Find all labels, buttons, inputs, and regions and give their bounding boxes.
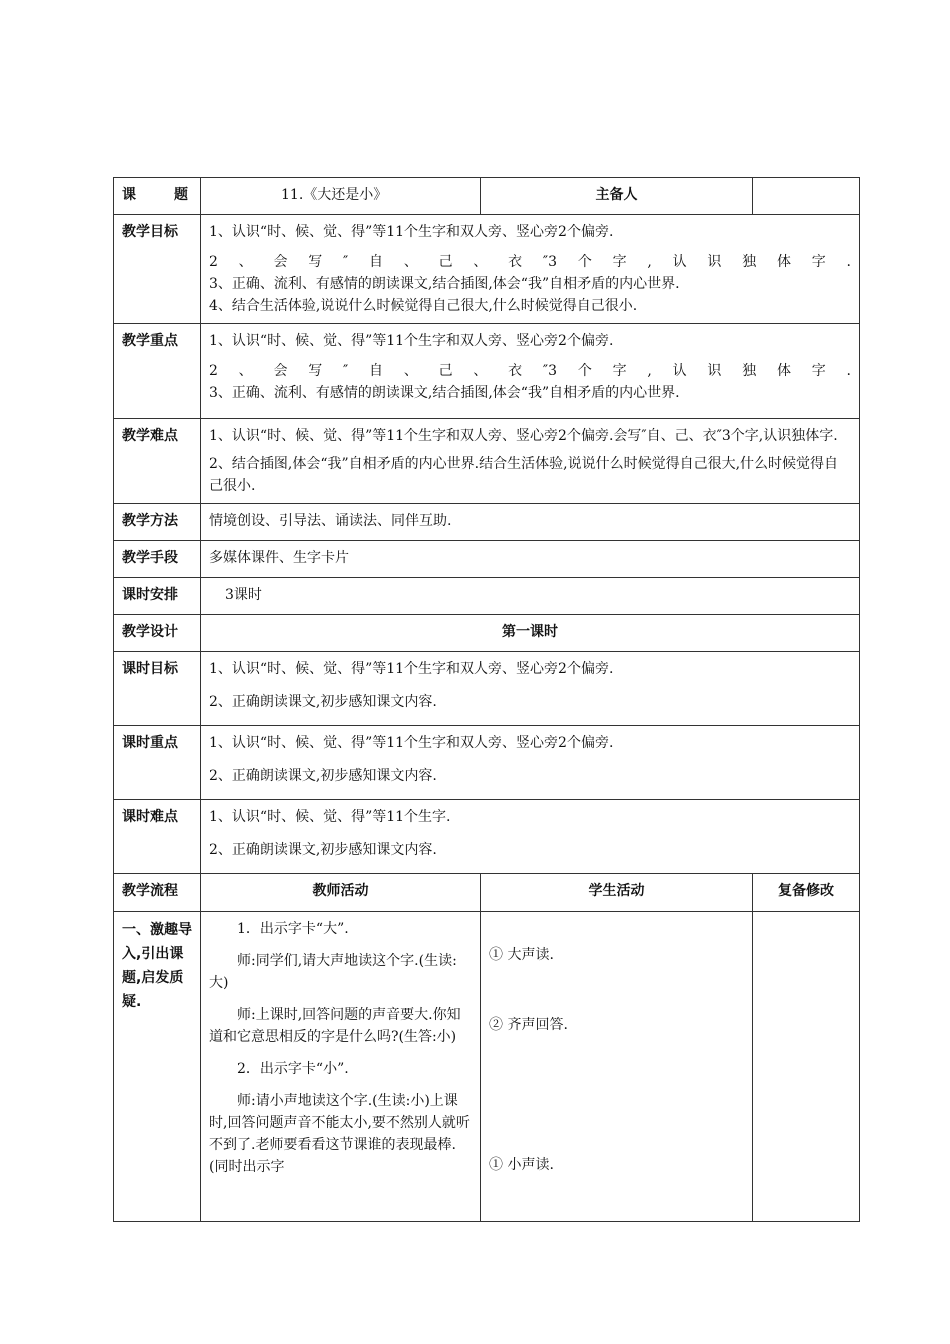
key-points-line-3: 3、正确、流利、有感情的朗读课文,结合插图,体会“我”自相矛盾的内心世界. [209, 385, 680, 401]
period-difficulty-line-1: 1、认识“时、候、觉、得”等11个生字. [209, 809, 451, 825]
teacher-step-4: 2．出示字卡“小”. [237, 1061, 349, 1077]
means-row [114, 541, 860, 578]
header-row [114, 178, 860, 215]
period-goals-content [201, 652, 860, 726]
goals-line-4: 4、结合生活体验,说说什么时候觉得自己很大,什么时候觉得自己很小. [209, 298, 638, 314]
teacher-step-1: 1．出示字卡“大”. [237, 921, 349, 937]
preparer-value [753, 178, 860, 215]
student-step-2: ② 齐声回答. [489, 1017, 568, 1033]
methods-content: 情境创设、引导法、诵读法、同伴互助. [201, 504, 860, 541]
goals-content [201, 215, 860, 324]
means-content: 多媒体课件、生字卡片 [201, 541, 860, 578]
goals-line-1: 1、认识“时、候、觉、得”等11个生字和双人旁、竖心旁2个偏旁. [209, 224, 614, 240]
topic-label [114, 178, 201, 215]
difficulties-line-1: 1、认识“时、候、觉、得”等11个生字和双人旁、竖心旁2个偏旁.会写″自、己、衣″3个字,认识独体字. [209, 428, 838, 444]
period-key-label: 课时重点 [114, 726, 201, 800]
goals-line-2: 2、会写″自、己、衣″3个字,认识独体字. [209, 254, 851, 270]
student-activity-content [481, 912, 753, 1222]
teacher-step-3: 师:上课时,回答问题的声音要大.你知道和它意思相反的字是什么吗?(生答:小) [209, 1007, 461, 1045]
revision-header: 复备修改 [753, 874, 860, 912]
teacher-activity-content [201, 912, 481, 1222]
flow-step-label [114, 912, 201, 1222]
goals-label: 教学目标 [114, 215, 201, 324]
period-goals-label: 课时目标 [114, 652, 201, 726]
period-difficulty-label: 课时难点 [114, 800, 201, 874]
period-key-line-1: 1、认识“时、候、觉、得”等11个生字和双人旁、竖心旁2个偏旁. [209, 735, 614, 751]
period-key-row [114, 726, 860, 800]
preparer-label: 主备人 [481, 178, 753, 215]
difficulties-line-2: 2、结合插图,体会“我”自相矛盾的内心世界.结合生活体验,说说什么时候觉得自己很大,什么时候觉得自己很小. [209, 456, 839, 494]
methods-label: 教学方法 [114, 504, 201, 541]
period-difficulty-content [201, 800, 860, 874]
methods-row [114, 504, 860, 541]
difficulties-label: 教学难点 [114, 419, 201, 504]
flow-step-label-text: 一、激趣导入,引出课题,启发质疑. [122, 922, 192, 1010]
period-key-content [201, 726, 860, 800]
period-key-line-2: 2、正确朗读课文,初步感知课文内容. [209, 768, 437, 784]
means-label: 教学手段 [114, 541, 201, 578]
flow-label: 教学流程 [114, 874, 201, 912]
lesson-plan-table [113, 177, 860, 1222]
difficulties-row [114, 419, 860, 504]
teacher-step-5: 师:请小声地读这个字.(生读:小)上课时,回答问题声音不能太小,要不然别人就听不到了.老师要看看这节课谁的表现最棒.(同时出示字 [209, 1093, 470, 1175]
period-goals-line-1: 1、认识“时、候、觉、得”等11个生字和双人旁、竖心旁2个偏旁. [209, 661, 614, 677]
teacher-activity-header: 教师活动 [201, 874, 481, 912]
lesson-title: 11.《大还是小》 [201, 178, 481, 215]
design-period-title: 第一课时 [201, 615, 860, 652]
student-activity-header: 学生活动 [481, 874, 753, 912]
period-difficulty-row [114, 800, 860, 874]
design-row [114, 615, 860, 652]
key-points-line-1: 1、认识“时、候、觉、得”等11个生字和双人旁、竖心旁2个偏旁. [209, 333, 614, 349]
design-label: 教学设计 [114, 615, 201, 652]
schedule-label: 课时安排 [114, 578, 201, 615]
goals-line-3: 3、正确、流利、有感情的朗读课文,结合插图,体会“我”自相矛盾的内心世界. [209, 276, 680, 292]
topic-label-char-2: 题 [174, 187, 188, 203]
schedule-content: 3课时 [201, 578, 860, 615]
flow-header-row [114, 874, 860, 912]
key-points-content [201, 324, 860, 419]
teacher-step-2: 师:同学们,请大声地读这个字.(生读:大) [209, 953, 457, 991]
goals-row [114, 215, 860, 324]
key-points-label: 教学重点 [114, 324, 201, 419]
period-difficulty-line-2: 2、正确朗读课文,初步感知课文内容. [209, 842, 437, 858]
key-points-row [114, 324, 860, 419]
period-goals-line-2: 2、正确朗读课文,初步感知课文内容. [209, 694, 437, 710]
schedule-row [114, 578, 860, 615]
student-step-3: ① 小声读. [489, 1157, 554, 1173]
key-points-line-2: 2、会写″自、己、衣″3个字,认识独体字. [209, 363, 851, 379]
period-goals-row [114, 652, 860, 726]
revision-content [753, 912, 860, 1222]
topic-label-char-1: 课 [122, 187, 136, 203]
difficulties-content [201, 419, 860, 504]
student-step-1: ① 大声读. [489, 947, 554, 963]
flow-step-row [114, 912, 860, 1222]
